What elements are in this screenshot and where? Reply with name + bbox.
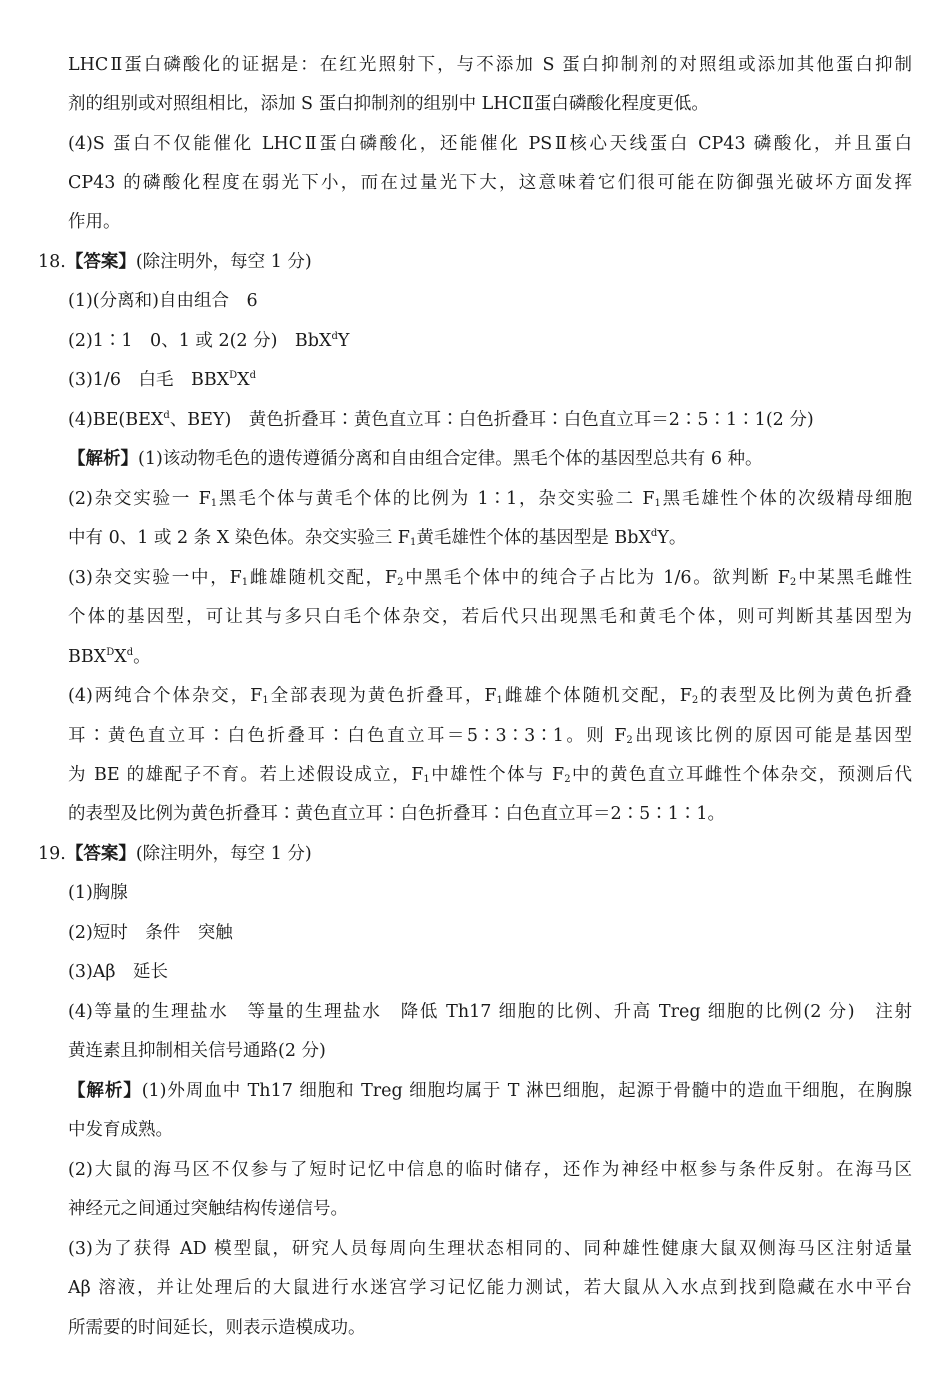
analysis-tag: 【解析】: [68, 449, 138, 469]
q19-answer-2: (2)短时 条件 突触: [68, 923, 233, 943]
text: BBX: [68, 647, 107, 667]
q18-analysis-4-line: [68, 684, 912, 708]
q19-answer-1: (1)胸腺: [68, 883, 128, 903]
text: Y: [337, 331, 350, 351]
subscript: 1: [423, 774, 430, 785]
text: (1)外周血中 Th17 细胞和 Treg 细胞均属于 T 淋巴细胞，起源于骨髓中的造血干细胞，在胸腺: [141, 1081, 912, 1101]
text: (4)BE(BEX: [68, 410, 164, 430]
subscript: 2: [789, 577, 797, 588]
q17-analysis-line: (4)S 蛋白不仅能催化 LHCⅡ蛋白磷酸化，还能催化 PSⅡ核心天线蛋白 CP43 磷酸化，并且蛋白: [68, 134, 912, 154]
subscript: 1: [210, 498, 218, 509]
q18-answer-3: [68, 368, 912, 392]
q18-analysis-3-line: [68, 645, 912, 669]
analysis-tag: 【解析】: [68, 1081, 142, 1101]
answer-tag: 【答案】: [65, 252, 136, 272]
subscript: 2: [626, 735, 633, 746]
question-number: 18.: [38, 252, 66, 272]
superscript: D: [106, 647, 115, 658]
text: 的表型及比例为黄色折叠: [698, 686, 912, 706]
q19-answer-header: [38, 842, 912, 866]
subscript: 1: [654, 498, 661, 509]
subscript: 1: [262, 695, 269, 706]
text: X: [237, 370, 250, 390]
q18-analysis-3-line: 个体的基因型，可让其与多只白毛个体杂交，若后代只出现黑毛和黄毛个体，则可判断其基因型为: [68, 607, 912, 627]
q19-analysis-1-line: [68, 1079, 912, 1103]
text: Y。: [657, 528, 687, 548]
text: 出现该比例的原因可能是基因型: [632, 726, 912, 746]
q19-answer-4-line: (4)等量的生理盐水 等量的生理盐水 降低 Th17 细胞的比例、升高 Treg 细胞的比例(2 分) 注射: [68, 1002, 912, 1022]
q17-analysis-line: 剂的组别或对照组相比，添加 S 蛋白抑制剂的组别中 LHCⅡ蛋白磷酸化程度更低。: [68, 94, 709, 114]
text: 黑毛个体与黄毛个体的比例为 1∶1，杂交实验二 F: [217, 489, 655, 509]
text: 中有 0、1 或 2 条 X 染色体。杂交实验三 F: [68, 528, 410, 548]
text: 黑毛雄性个体的次级精母细胞: [660, 489, 912, 509]
subscript: 1: [409, 537, 417, 548]
text: 、BEY) 黄色折叠耳∶黄色直立耳∶白色折叠耳∶白色直立耳＝2∶5∶1∶1(2 分): [169, 410, 814, 430]
text: 中雄性个体与 F: [429, 765, 565, 785]
answer-note: (除注明外，每空 1 分): [135, 844, 312, 864]
q18-answer-1: (1)(分离和)自由组合 6: [68, 291, 258, 311]
q18-answer-header: [38, 250, 912, 274]
text: 。: [133, 647, 151, 667]
subscript: 2: [397, 577, 404, 588]
q19-analysis-3-line: (3)为了获得 AD 模型鼠，研究人员每周向生理状态相同的、同种雄性健康大鼠双侧海马区注射适量: [68, 1239, 912, 1259]
superscript: d: [126, 647, 134, 658]
answer-note: (除注明外，每空 1 分): [135, 252, 312, 272]
superscript: d: [249, 370, 257, 381]
q17-analysis-line: 作用。: [68, 212, 121, 232]
q18-analysis-4-line: [68, 724, 912, 748]
q19-analysis-3-line: Aβ 溶液，并让处理后的大鼠进行水迷宫学习记忆能力测试，若大鼠从入水点到找到隐藏在水中平台: [68, 1278, 912, 1298]
subscript: 2: [564, 774, 571, 785]
q19-answer-3: (3)Aβ 延长: [68, 962, 169, 982]
q19-analysis-3-line: 所需要的时间延长，则表示造模成功。: [68, 1318, 366, 1338]
subscript: 1: [496, 695, 503, 706]
text: (1)该动物毛色的遗传遵循分离和自由组合定律。黑毛个体的基因型总共有 6 种。: [138, 449, 763, 469]
q18-answer-2: [68, 329, 912, 353]
superscript: d: [650, 528, 658, 539]
text: X: [114, 647, 127, 667]
text: (4)两纯合个体杂交，F: [68, 686, 263, 706]
q18-analysis-4-line: [68, 763, 912, 787]
q19-analysis-2-line: (2)大鼠的海马区不仅参与了短时记忆中信息的临时储存，还作为神经中枢参与条件反射。在海马区: [68, 1160, 912, 1180]
answer-tag: 【答案】: [65, 844, 136, 864]
q18-analysis-3-line: [68, 566, 912, 590]
subscript: 1: [241, 577, 249, 588]
subscript: 2: [691, 695, 699, 706]
q18-analysis-2-line: [68, 487, 912, 511]
question-number: 19.: [38, 844, 66, 864]
text: 全部表现为黄色折叠耳，F: [268, 686, 497, 706]
q17-analysis-line: CP43 的磷酸化程度在弱光下小，而在过量光下大，这意味着它们很可能在防御强光破坏方面发挥: [68, 173, 912, 193]
text: 中某黑毛雌性: [796, 568, 912, 588]
q17-analysis-line: LHCⅡ蛋白磷酸化的证据是：在红光照射下，与不添加 S 蛋白抑制剂的对照组或添加其他蛋白抑制: [68, 55, 912, 75]
q19-analysis-1-line: 中发育成熟。: [68, 1120, 173, 1140]
text: (2)杂交实验一 F: [68, 489, 211, 509]
text: (3)杂交实验一中，F: [68, 568, 242, 588]
superscript: d: [163, 410, 170, 421]
text: 耳∶黄色直立耳∶白色折叠耳∶白色直立耳＝5∶3∶3∶1。则 F: [68, 726, 627, 746]
q19-analysis-2-line: 神经元之间通过突触结构传递信号。: [68, 1199, 348, 1219]
q18-analysis-2-line: [68, 526, 912, 550]
text: (2)1∶1 0、1 或 2(2 分) BbX: [68, 331, 332, 351]
superscript: d: [331, 331, 338, 342]
text: 为 BE 的雄配子不育。若上述假设成立，F: [68, 765, 424, 785]
text: 雌雄个体随机交配，F: [502, 686, 692, 706]
text: (3)1/6 白毛 BBX: [68, 370, 230, 390]
text: 黄毛雄性个体的基因型是 BbX: [416, 528, 651, 548]
text: 中的黄色直立耳雌性个体杂交，预测后代: [570, 765, 912, 785]
text: 中黑毛个体中的纯合子占比为 1/6。欲判断 F: [403, 568, 790, 588]
q18-answer-4: [68, 408, 912, 432]
q18-analysis-1: [68, 447, 912, 471]
q18-analysis-4-line: 的表型及比例为黄色折叠耳∶黄色直立耳∶白色折叠耳∶白色直立耳＝2∶5∶1∶1。: [68, 804, 726, 824]
q19-answer-4-line: 黄连素且抑制相关信号通路(2 分): [68, 1041, 326, 1061]
superscript: D: [229, 370, 238, 381]
text: 雌雄随机交配，F: [248, 568, 398, 588]
